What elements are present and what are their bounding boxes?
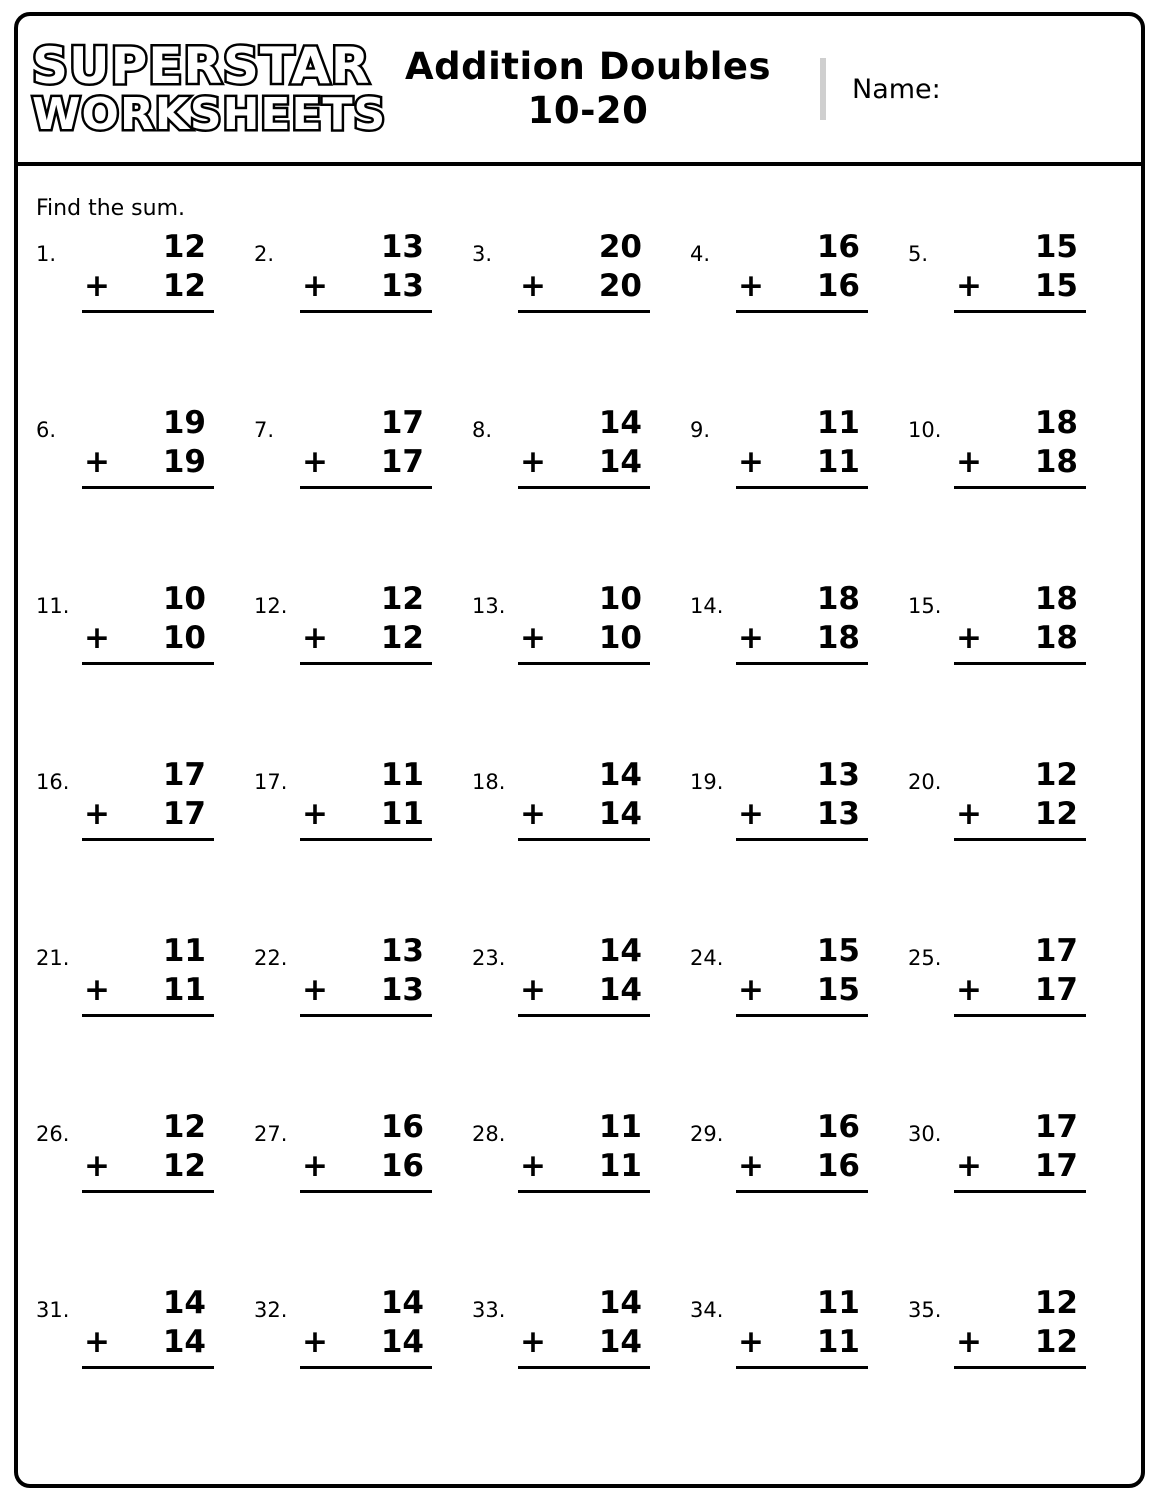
answer-line[interactable] — [954, 838, 1086, 841]
logo-line-1: SUPERSTAR — [32, 37, 371, 95]
addend-bottom: 17 — [1034, 1147, 1078, 1184]
title-main: Addition Doubles — [404, 45, 772, 89]
problem-item — [246, 1108, 464, 1284]
problem-stack — [518, 1284, 650, 1369]
addend-bottom: 12 — [162, 267, 206, 304]
problem-number: 6. — [36, 418, 57, 442]
header-divider — [820, 58, 826, 120]
problem-stack — [82, 1284, 214, 1369]
answer-line[interactable] — [82, 1366, 214, 1369]
addend-top: 18 — [1034, 405, 1078, 441]
problem-stack — [300, 1284, 432, 1369]
addend-bottom: 14 — [162, 1323, 206, 1360]
plus-sign: + — [302, 267, 328, 304]
addend-bottom: 11 — [380, 795, 424, 832]
problem-item — [246, 756, 464, 932]
addend-bottom: 16 — [816, 267, 860, 304]
addend-bottom: 15 — [816, 971, 860, 1008]
plus-sign: + — [520, 619, 546, 656]
plus-sign: + — [84, 971, 110, 1008]
answer-line[interactable] — [300, 310, 432, 313]
addend-bottom-row — [518, 971, 650, 1010]
addend-bottom-row — [300, 971, 432, 1010]
problem-number: 9. — [690, 418, 711, 442]
problem-stack — [954, 932, 1086, 1017]
problem-stack — [82, 1108, 214, 1193]
answer-line[interactable] — [82, 838, 214, 841]
problem-stack — [82, 756, 214, 841]
problem-item — [464, 404, 682, 580]
problem-stack — [300, 756, 432, 841]
problem-number: 5. — [908, 242, 929, 266]
addend-bottom: 13 — [380, 267, 424, 304]
plus-sign: + — [956, 1147, 982, 1184]
problem-item — [246, 580, 464, 756]
plus-sign: + — [84, 795, 110, 832]
addend-bottom-row — [518, 1147, 650, 1186]
addend-bottom: 12 — [1034, 795, 1078, 832]
plus-sign: + — [956, 1323, 982, 1360]
problem-item — [682, 228, 900, 404]
addend-top: 17 — [1034, 933, 1078, 969]
addend-bottom-row — [82, 1323, 214, 1362]
addend-bottom: 17 — [380, 443, 424, 480]
addend-bottom: 11 — [816, 1323, 860, 1360]
problem-number: 34. — [690, 1298, 724, 1322]
problem-stack — [82, 580, 214, 665]
problem-item — [464, 580, 682, 756]
problem-item — [900, 228, 1118, 404]
addend-bottom-row — [300, 795, 432, 834]
addend-top: 14 — [598, 405, 642, 441]
plus-sign: + — [520, 971, 546, 1008]
plus-sign: + — [84, 619, 110, 656]
problem-stack — [518, 1108, 650, 1193]
addend-bottom-row — [736, 619, 868, 658]
problem-item — [682, 756, 900, 932]
addend-bottom-row — [518, 267, 650, 306]
addend-bottom-row — [82, 267, 214, 306]
addend-bottom-row — [300, 443, 432, 482]
problem-item — [464, 1284, 682, 1460]
addend-bottom-row — [736, 1147, 868, 1186]
addend-bottom-row — [518, 1323, 650, 1362]
addend-bottom: 11 — [816, 443, 860, 480]
plus-sign: + — [302, 1147, 328, 1184]
problem-item — [28, 228, 246, 404]
problem-stack — [736, 1108, 868, 1193]
addend-bottom: 14 — [598, 1323, 642, 1360]
answer-line[interactable] — [82, 1190, 214, 1193]
plus-sign: + — [84, 443, 110, 480]
problem-item — [246, 1284, 464, 1460]
superstar-worksheets-logo — [18, 37, 387, 140]
answer-line[interactable] — [736, 838, 868, 841]
addend-bottom: 10 — [598, 619, 642, 656]
problem-item — [28, 756, 246, 932]
addend-top: 11 — [816, 405, 860, 441]
addend-bottom: 16 — [380, 1147, 424, 1184]
problem-number: 29. — [690, 1122, 724, 1146]
addend-top: 18 — [1034, 581, 1078, 617]
addend-top: 13 — [816, 757, 860, 793]
problem-item — [464, 228, 682, 404]
plus-sign: + — [738, 1323, 764, 1360]
problem-item — [28, 404, 246, 580]
problem-number: 30. — [908, 1122, 942, 1146]
answer-line[interactable] — [82, 310, 214, 313]
addend-bottom-row — [736, 267, 868, 306]
addend-bottom-row — [954, 1323, 1086, 1362]
problem-number: 11. — [36, 594, 70, 618]
plus-sign: + — [302, 795, 328, 832]
problem-number: 13. — [472, 594, 506, 618]
problem-stack — [518, 580, 650, 665]
addend-bottom: 14 — [598, 443, 642, 480]
answer-line[interactable] — [736, 486, 868, 489]
problem-number: 32. — [254, 1298, 288, 1322]
plus-sign: + — [520, 267, 546, 304]
problem-item — [682, 404, 900, 580]
addend-bottom: 14 — [380, 1323, 424, 1360]
answer-line[interactable] — [300, 662, 432, 665]
addend-bottom: 19 — [162, 443, 206, 480]
problem-stack — [736, 228, 868, 313]
addend-bottom-row — [954, 971, 1086, 1010]
problem-stack — [82, 932, 214, 1017]
plus-sign: + — [956, 971, 982, 1008]
addend-top: 14 — [380, 1285, 424, 1321]
answer-line[interactable] — [954, 486, 1086, 489]
problem-stack — [954, 228, 1086, 313]
plus-sign: + — [520, 1147, 546, 1184]
problem-stack — [82, 404, 214, 489]
problem-number: 22. — [254, 946, 288, 970]
problem-number: 25. — [908, 946, 942, 970]
addend-bottom-row — [736, 1323, 868, 1362]
answer-line[interactable] — [300, 838, 432, 841]
plus-sign: + — [84, 1323, 110, 1360]
plus-sign: + — [84, 267, 110, 304]
addend-bottom: 17 — [162, 795, 206, 832]
addend-top: 16 — [816, 1109, 860, 1145]
plus-sign: + — [520, 443, 546, 480]
addend-top: 18 — [816, 581, 860, 617]
problem-stack — [736, 756, 868, 841]
problem-number: 14. — [690, 594, 724, 618]
addend-top: 13 — [380, 229, 424, 265]
addend-top: 12 — [1034, 757, 1078, 793]
plus-sign: + — [738, 443, 764, 480]
addend-top: 13 — [380, 933, 424, 969]
problem-item — [900, 756, 1118, 932]
problem-number: 28. — [472, 1122, 506, 1146]
answer-line[interactable] — [300, 1190, 432, 1193]
answer-line[interactable] — [954, 1190, 1086, 1193]
addend-bottom: 15 — [1034, 267, 1078, 304]
problem-number: 35. — [908, 1298, 942, 1322]
logo-line-2: WORKSHEETS — [32, 89, 387, 140]
addend-bottom-row — [82, 1147, 214, 1186]
problem-item — [682, 580, 900, 756]
name-field-area — [798, 58, 1141, 120]
problem-number: 24. — [690, 946, 724, 970]
addend-top: 14 — [598, 757, 642, 793]
answer-line[interactable] — [300, 486, 432, 489]
addend-bottom-row — [82, 971, 214, 1010]
addend-bottom-row — [518, 619, 650, 658]
addend-bottom: 13 — [380, 971, 424, 1008]
problem-item — [900, 932, 1118, 1108]
answer-line[interactable] — [82, 486, 214, 489]
addend-bottom: 20 — [598, 267, 642, 304]
addend-bottom: 11 — [162, 971, 206, 1008]
addend-bottom-row — [954, 619, 1086, 658]
plus-sign: + — [738, 1147, 764, 1184]
addend-bottom-row — [82, 619, 214, 658]
addend-bottom: 16 — [816, 1147, 860, 1184]
problem-number: 10. — [908, 418, 942, 442]
problem-number: 12. — [254, 594, 288, 618]
problem-item — [682, 1108, 900, 1284]
plus-sign: + — [956, 619, 982, 656]
problem-item — [682, 1284, 900, 1460]
plus-sign: + — [738, 971, 764, 1008]
addend-bottom-row — [518, 443, 650, 482]
problem-item — [246, 404, 464, 580]
plus-sign: + — [302, 619, 328, 656]
addend-top: 11 — [598, 1109, 642, 1145]
answer-line[interactable] — [518, 1366, 650, 1369]
answer-line[interactable] — [736, 1014, 868, 1017]
problem-stack — [300, 404, 432, 489]
addend-bottom: 10 — [162, 619, 206, 656]
addend-top: 17 — [380, 405, 424, 441]
problem-stack — [518, 404, 650, 489]
addend-bottom-row — [300, 267, 432, 306]
problem-item — [246, 228, 464, 404]
addend-top: 12 — [162, 1109, 206, 1145]
worksheet-header — [18, 16, 1141, 166]
answer-line[interactable] — [736, 310, 868, 313]
title-subtitle: 10-20 — [527, 89, 649, 132]
problem-stack — [954, 404, 1086, 489]
problem-stack — [82, 228, 214, 313]
problem-item — [900, 580, 1118, 756]
problem-number: 17. — [254, 770, 288, 794]
problem-item — [464, 932, 682, 1108]
addend-bottom: 14 — [598, 795, 642, 832]
problem-item — [246, 932, 464, 1108]
problem-number: 18. — [472, 770, 506, 794]
answer-line[interactable] — [518, 1190, 650, 1193]
problem-number: 27. — [254, 1122, 288, 1146]
problem-number: 33. — [472, 1298, 506, 1322]
problems-grid — [28, 228, 1118, 1460]
addend-bottom: 18 — [1034, 619, 1078, 656]
answer-line[interactable] — [518, 1014, 650, 1017]
addend-top: 15 — [1034, 229, 1078, 265]
problem-stack — [736, 932, 868, 1017]
problem-stack — [954, 756, 1086, 841]
addend-bottom-row — [954, 267, 1086, 306]
problem-number: 2. — [254, 242, 275, 266]
addend-bottom-row — [518, 795, 650, 834]
addend-top: 14 — [598, 1285, 642, 1321]
problem-stack — [954, 1284, 1086, 1369]
addend-bottom: 12 — [380, 619, 424, 656]
addend-bottom-row — [736, 443, 868, 482]
problem-number: 16. — [36, 770, 70, 794]
answer-line[interactable] — [518, 838, 650, 841]
plus-sign: + — [738, 795, 764, 832]
problem-stack — [736, 1284, 868, 1369]
problem-number: 7. — [254, 418, 275, 442]
addend-bottom: 12 — [162, 1147, 206, 1184]
answer-line[interactable] — [954, 662, 1086, 665]
problem-item — [900, 1284, 1118, 1460]
answer-line[interactable] — [736, 662, 868, 665]
problem-stack — [300, 228, 432, 313]
problem-number: 20. — [908, 770, 942, 794]
addend-top: 14 — [162, 1285, 206, 1321]
addend-top: 17 — [1034, 1109, 1078, 1145]
problem-stack — [954, 580, 1086, 665]
problem-item — [28, 580, 246, 756]
addend-bottom: 17 — [1034, 971, 1078, 1008]
problem-number: 19. — [690, 770, 724, 794]
problem-stack — [518, 756, 650, 841]
instruction-text: Find the sum. — [36, 196, 185, 221]
addend-bottom: 14 — [598, 971, 642, 1008]
answer-line[interactable] — [82, 1014, 214, 1017]
problem-number: 21. — [36, 946, 70, 970]
plus-sign: + — [738, 619, 764, 656]
problem-number: 8. — [472, 418, 493, 442]
addend-top: 10 — [162, 581, 206, 617]
addend-top: 11 — [162, 933, 206, 969]
plus-sign: + — [738, 267, 764, 304]
name-label: Name: — [852, 73, 941, 105]
plus-sign: + — [84, 1147, 110, 1184]
answer-line[interactable] — [300, 1014, 432, 1017]
addend-top: 16 — [816, 229, 860, 265]
problem-stack — [736, 580, 868, 665]
problem-number: 4. — [690, 242, 711, 266]
problem-item — [28, 1108, 246, 1284]
addend-top: 12 — [1034, 1285, 1078, 1321]
problem-stack — [300, 1108, 432, 1193]
plus-sign: + — [956, 443, 982, 480]
problem-number: 15. — [908, 594, 942, 618]
problem-stack — [518, 228, 650, 313]
answer-line[interactable] — [518, 486, 650, 489]
addend-bottom-row — [736, 795, 868, 834]
addend-top: 17 — [162, 757, 206, 793]
plus-sign: + — [302, 443, 328, 480]
problem-item — [464, 756, 682, 932]
addend-top: 19 — [162, 405, 206, 441]
answer-line[interactable] — [82, 662, 214, 665]
problem-item — [28, 1284, 246, 1460]
addend-top: 15 — [816, 933, 860, 969]
problem-stack — [954, 1108, 1086, 1193]
addend-top: 12 — [380, 581, 424, 617]
addend-top: 12 — [162, 229, 206, 265]
problem-number: 3. — [472, 242, 493, 266]
problem-number: 1. — [36, 242, 57, 266]
addend-bottom-row — [954, 443, 1086, 482]
addend-bottom-row — [736, 971, 868, 1010]
addend-top: 11 — [816, 1285, 860, 1321]
plus-sign: + — [302, 1323, 328, 1360]
problem-stack — [300, 580, 432, 665]
problem-item — [900, 404, 1118, 580]
addend-top: 10 — [598, 581, 642, 617]
problem-item — [682, 932, 900, 1108]
answer-line[interactable] — [954, 1014, 1086, 1017]
answer-line[interactable] — [518, 310, 650, 313]
plus-sign: + — [956, 267, 982, 304]
problem-stack — [736, 404, 868, 489]
problem-item — [900, 1108, 1118, 1284]
addend-top: 11 — [380, 757, 424, 793]
addend-top: 16 — [380, 1109, 424, 1145]
answer-line[interactable] — [736, 1366, 868, 1369]
page-title — [378, 45, 798, 132]
addend-bottom-row — [300, 619, 432, 658]
plus-sign: + — [956, 795, 982, 832]
answer-line[interactable] — [300, 1366, 432, 1369]
addend-bottom-row — [82, 443, 214, 482]
addend-bottom-row — [300, 1147, 432, 1186]
answer-line[interactable] — [736, 1190, 868, 1193]
addend-bottom: 18 — [1034, 443, 1078, 480]
plus-sign: + — [520, 795, 546, 832]
problem-item — [28, 932, 246, 1108]
problem-item — [464, 1108, 682, 1284]
problem-number: 23. — [472, 946, 506, 970]
answer-line[interactable] — [954, 1366, 1086, 1369]
problem-stack — [518, 932, 650, 1017]
addend-top: 20 — [598, 229, 642, 265]
problem-stack — [300, 932, 432, 1017]
problem-number: 31. — [36, 1298, 70, 1322]
addend-bottom: 11 — [598, 1147, 642, 1184]
addend-bottom-row — [954, 795, 1086, 834]
plus-sign: + — [302, 971, 328, 1008]
answer-line[interactable] — [954, 310, 1086, 313]
problem-number: 26. — [36, 1122, 70, 1146]
addend-top: 14 — [598, 933, 642, 969]
addend-bottom: 12 — [1034, 1323, 1078, 1360]
addend-bottom-row — [82, 795, 214, 834]
plus-sign: + — [520, 1323, 546, 1360]
answer-line[interactable] — [518, 662, 650, 665]
addend-bottom: 18 — [816, 619, 860, 656]
addend-bottom-row — [954, 1147, 1086, 1186]
addend-bottom: 13 — [816, 795, 860, 832]
addend-bottom-row — [300, 1323, 432, 1362]
